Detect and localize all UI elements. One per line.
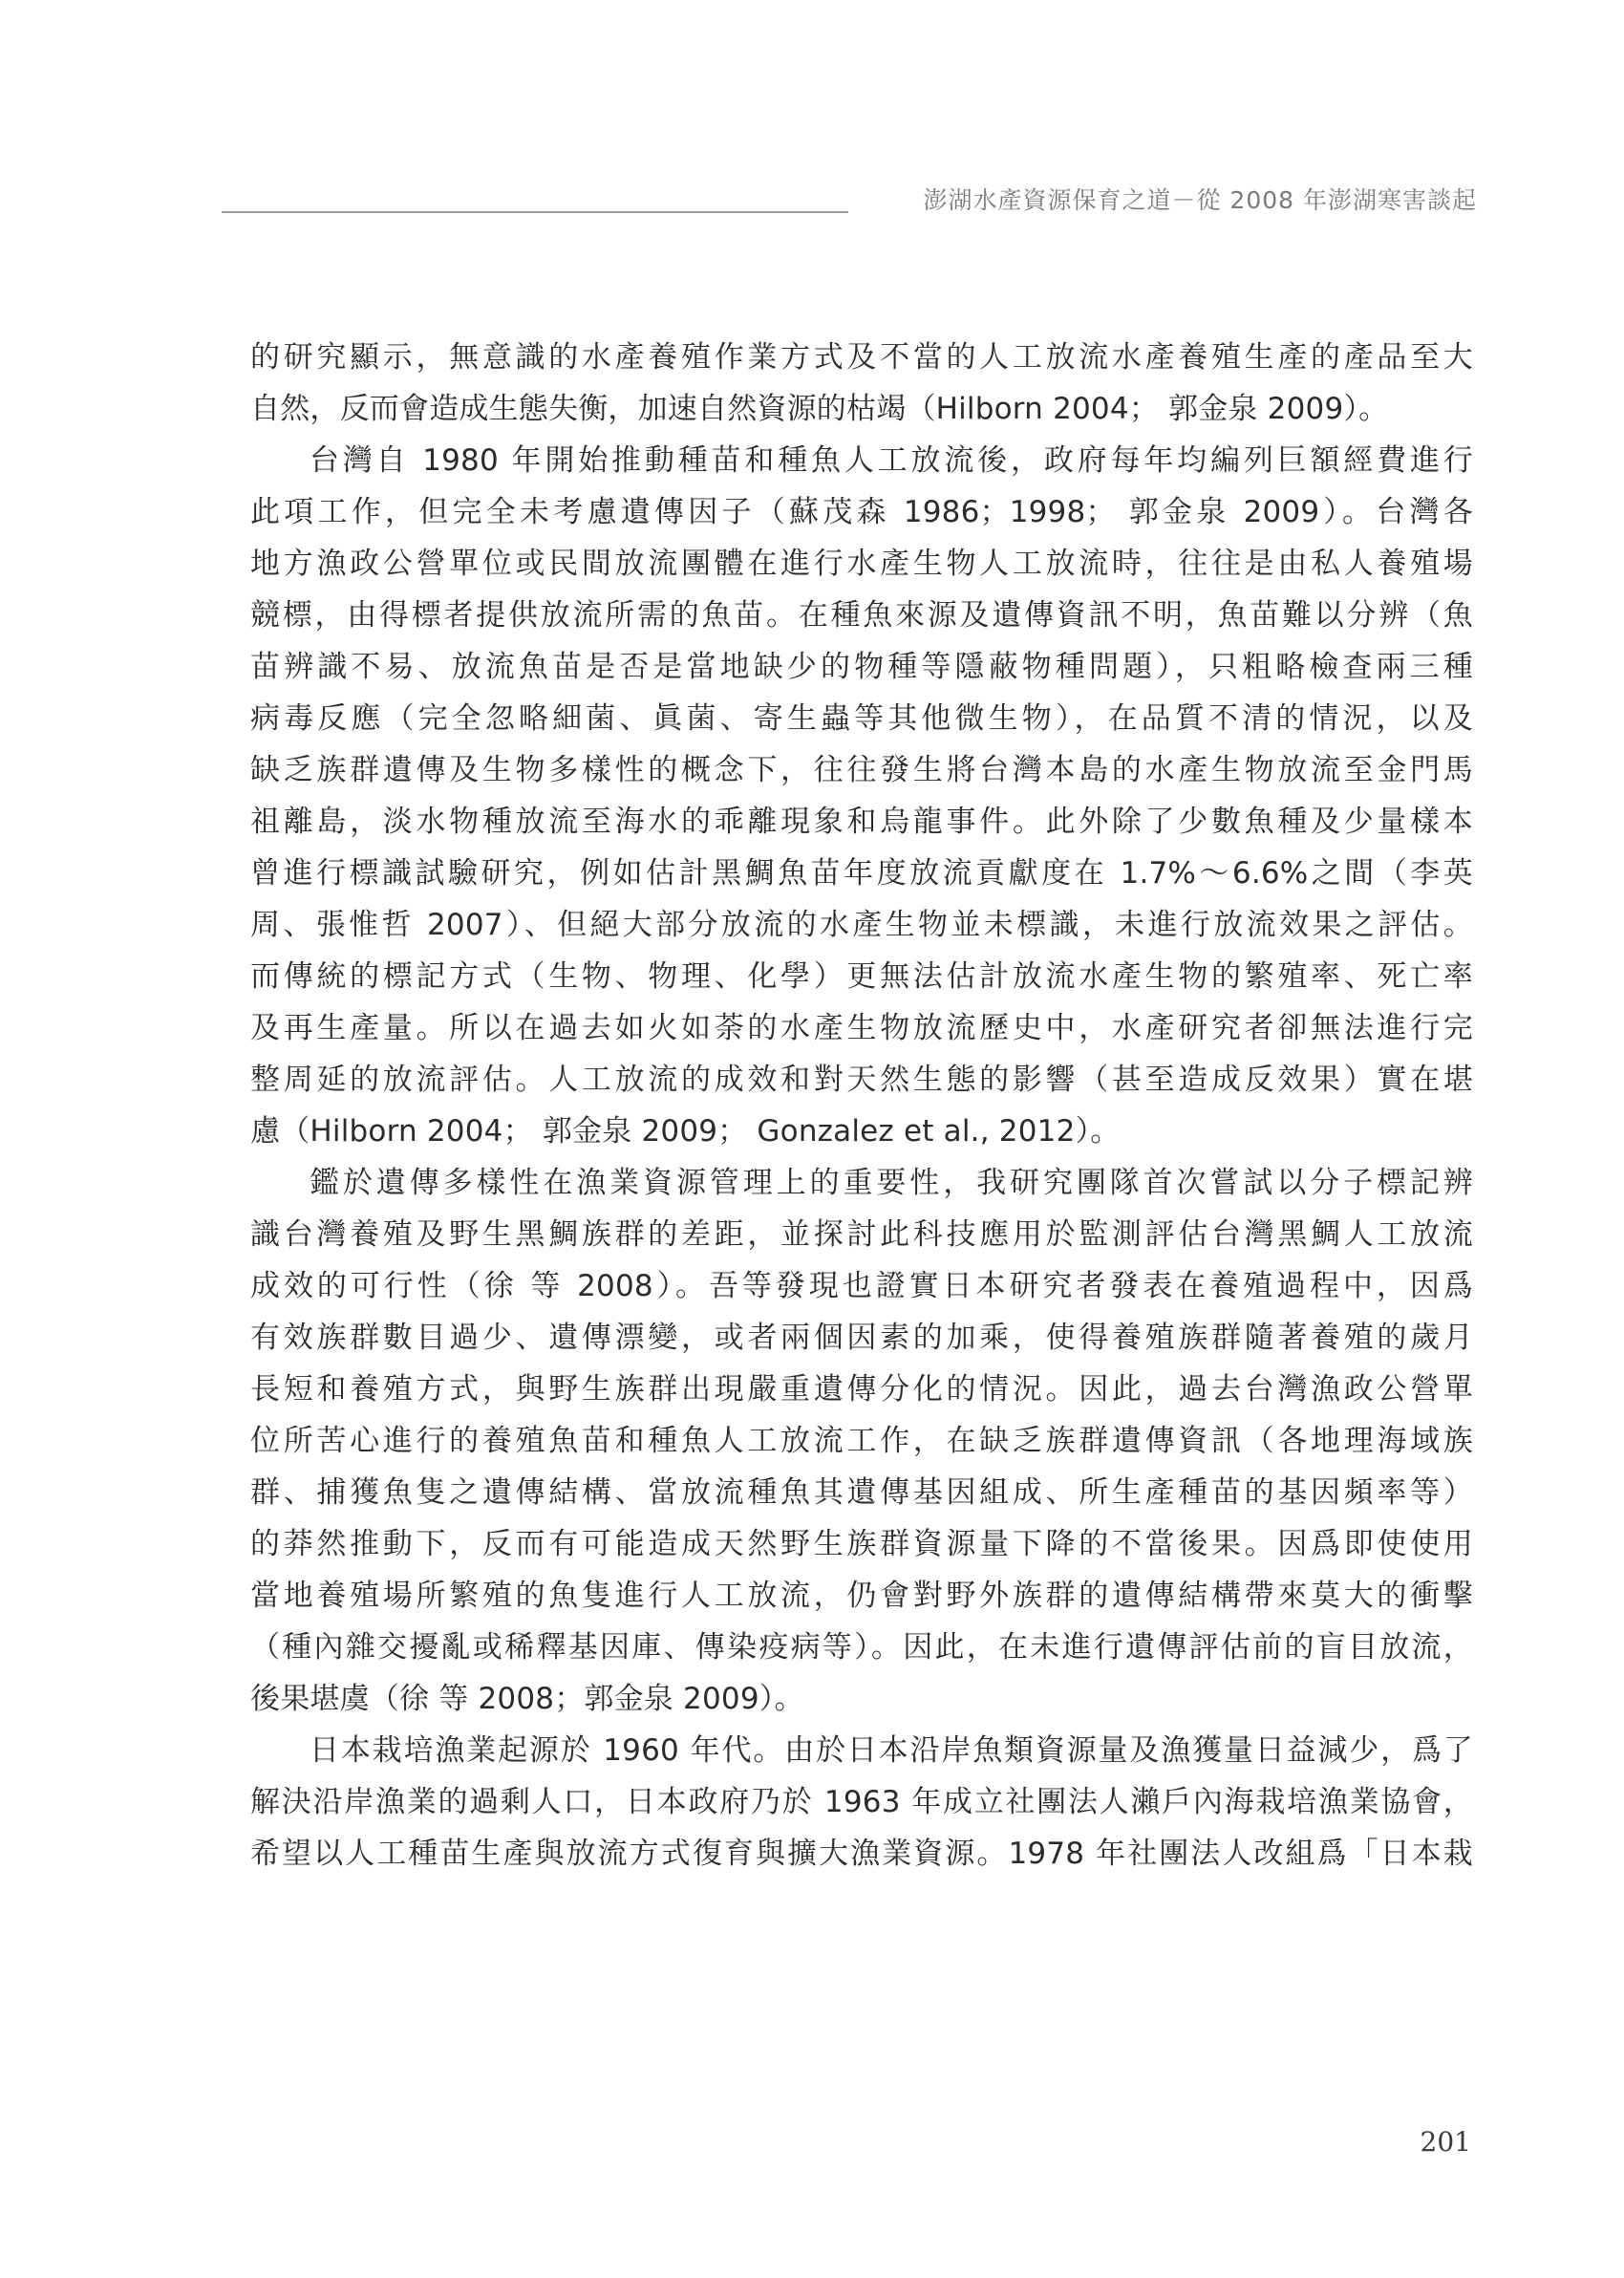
- header-rule: [222, 211, 848, 213]
- text-line: 當地養殖場所繁殖的魚隻進行人工放流，仍會對野外族群的遺傳結構帶來莫大的衝擊: [250, 1579, 1473, 1613]
- text-line: 而傳統的標記方式（生物、物理、化學）更無法估計放流水產生物的繁殖率、死亡率: [250, 959, 1473, 994]
- text-line: 鑑於遺傳多樣性在漁業資源管理上的重要性，我研究團隊首次嘗試以分子標記辨: [310, 1166, 1473, 1200]
- text-line: 識台灣養殖及野生黑鯛族群的差距，並探討此科技應用於監測評估台灣黑鯛人工放流: [250, 1217, 1473, 1252]
- text-line: 祖離島，淡水物種放流至海水的乖離現象和烏龍事件。此外除了少數魚種及少量樣本: [250, 805, 1473, 839]
- text-line: 台灣自 1980 年開始推動種苗和種魚人工放流後，政府每年均編列巨額經費進行: [310, 443, 1473, 478]
- text-line: 希望以人工種苗生產與放流方式復育與擴大漁業資源。1978 年社團法人改組爲「日本栽: [250, 1837, 1473, 1871]
- text-line: 自然，反而會造成生態失衡，加速自然資源的枯竭（Hilborn 2004； 郭金泉 2009）。: [250, 392, 1389, 426]
- text-line: 此項工作，但完全未考慮遺傳因子（蘇茂森 1986；1998； 郭金泉 2009）。台灣各: [250, 495, 1473, 529]
- text-line: 整周延的放流評估。人工放流的成效和對天然生態的影響（甚至造成反效果）實在堪: [250, 1063, 1473, 1097]
- text-line: 苗辨識不易、放流魚苗是否是當地缺少的物種等隱蔽物種問題），只粗略檢查兩三種: [250, 650, 1473, 684]
- text-line: 成效的可行性（徐 等 2008）。吾等發現也證實日本研究者發表在養殖過程中，因爲: [250, 1269, 1473, 1303]
- text-line: 位所苦心進行的養殖魚苗和種魚人工放流工作，在缺乏族群遺傳資訊（各地理海域族: [250, 1424, 1473, 1458]
- text-line: 曾進行標識試驗研究，例如估計黑鯛魚苗年度放流貢獻度在 1.7%～6.6%之間（李英: [250, 856, 1473, 891]
- text-line: 長短和養殖方式，與野生族群出現嚴重遺傳分化的情況。因此，過去台灣漁政公營單: [250, 1372, 1473, 1407]
- text-line: 缺乏族群遺傳及生物多樣性的概念下，往往發生將台灣本島的水產生物放流至金門馬: [250, 753, 1473, 787]
- text-line: 群、捕獲魚隻之遺傳結構、當放流種魚其遺傳基因組成、所生產種苗的基因頻率等）: [250, 1475, 1473, 1510]
- text-line: 病毒反應（完全忽略細菌、眞菌、寄生蟲等其他微生物），在品質不清的情況，以及: [250, 701, 1473, 736]
- page-number: 201: [1420, 2126, 1471, 2158]
- text-line: （種內雜交擾亂或稀釋基因庫、傳染疫病等）。因此，在未進行遺傳評估前的盲目放流，: [250, 1630, 1473, 1665]
- text-line: 競標，由得標者提供放流所需的魚苗。在種魚來源及遺傳資訊不明，魚苗難以分辨（魚: [250, 598, 1473, 633]
- text-line: 日本栽培漁業起源於 1960 年代。由於日本沿岸魚類資源量及漁獲量日益減少，爲了: [310, 1733, 1473, 1768]
- text-line: 後果堪虞（徐 等 2008；郭金泉 2009）。: [250, 1682, 804, 1716]
- running-header-title: 澎湖水產資源保育之道－從 2008 年澎湖寒害談起: [923, 186, 1477, 214]
- text-line: 周、張惟哲 2007）、但絕大部分放流的水產生物並未標識，未進行放流效果之評估。: [250, 908, 1473, 942]
- text-line: 的研究顯示，無意識的水產養殖作業方式及不當的人工放流水產養殖生產的產品至大: [250, 340, 1473, 375]
- text-line: 的莽然推動下，反而有可能造成天然野生族群資源量下降的不當後果。因爲即使使用: [250, 1527, 1473, 1561]
- text-line: 解決沿岸漁業的過剩人口，日本政府乃於 1963 年成立社團法人瀨戶內海栽培漁業協會，: [250, 1785, 1473, 1819]
- text-line: 地方漁政公營單位或民間放流團體在進行水產生物人工放流時，往往是由私人養殖場: [250, 547, 1473, 581]
- text-line: 慮（Hilborn 2004； 郭金泉 2009； Gonzalez et al., 2012）。: [250, 1114, 1121, 1149]
- text-line: 有效族群數目過少、遺傳漂變，或者兩個因素的加乘，使得養殖族群隨著養殖的歲月: [250, 1321, 1473, 1355]
- body-text: [250, 332, 1473, 1880]
- text-line: 及再生產量。所以在過去如火如荼的水產生物放流歷史中，水產研究者卻無法進行完: [250, 1011, 1473, 1045]
